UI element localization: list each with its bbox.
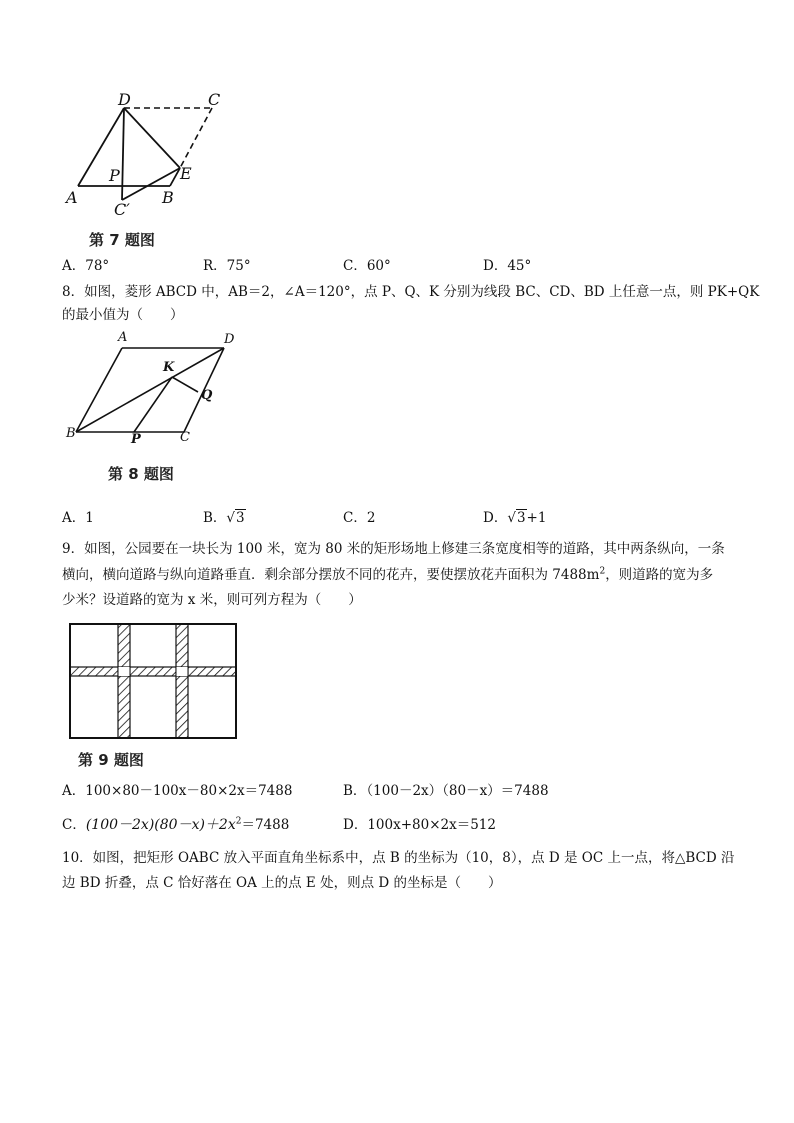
q9-option-c-sup: 2 (235, 816, 242, 827)
q7-option-c: C．60° (343, 258, 391, 274)
q9-text-line2-b: ，则道路的宽为多 (605, 567, 714, 583)
q9-text-line1: 9．如图，公园要在一块长为 100 米，宽为 80 米的矩形场地上修建三条宽度相等的道路，其中两条纵向，一条 (62, 541, 725, 557)
q7-label-b: B (162, 188, 174, 207)
q7-label-a: A (66, 188, 78, 207)
q9-option-c-prefix: C． (62, 817, 86, 833)
q9-option-b: B．（100－2x）（80－x）＝7488 (343, 783, 549, 799)
q10-text-line1: 10．如图，把矩形 OABC 放入平面直角坐标系中，点 B 的坐标为（10，8），点 D 是 OC 上一点，将△BCD 沿 (62, 850, 735, 866)
q9-option-c (62, 815, 289, 835)
q8-option-d-radicand: 3 (516, 510, 526, 526)
q8-option-d-suffix: +1 (526, 510, 547, 526)
q8-label-k: K (163, 360, 175, 375)
q7-option-b: R．75° (203, 258, 251, 274)
q8-label-p: P (131, 432, 141, 447)
q7-label-e: E (180, 164, 192, 183)
q10-text-line2: 边 BD 折叠，点 C 恰好落在 OA 上的点 E 处，则点 D 的坐标是（ ） (62, 875, 502, 891)
q8-option-b (203, 508, 246, 528)
q8-label-d: D (224, 332, 235, 347)
q9-caption: 第 9 题图 (78, 751, 144, 769)
sqrt-sign-icon: √ (226, 510, 236, 526)
q7-label-p: P (109, 166, 120, 185)
q7-label-d: D (118, 90, 131, 109)
q7-label-c: C (208, 90, 221, 109)
q8-option-d (483, 508, 546, 528)
sqrt-sign-icon: √ (507, 510, 516, 526)
q9-option-c-tail: ＝7488 (241, 817, 290, 833)
q9-option-a: A．100×80－100x－80×2x＝7488 (62, 783, 293, 799)
q7-label-c-prime: C′ (114, 200, 130, 219)
q8-option-d-prefix: D． (483, 510, 508, 526)
q9-figure (66, 620, 241, 742)
q8-option-a: A．1 (62, 510, 94, 526)
q7-figure (62, 90, 242, 220)
q7-caption: 第 7 题图 (89, 231, 155, 249)
q8-option-b-prefix: B． (203, 510, 227, 526)
q8-figure (62, 330, 242, 455)
q8-label-c: C (180, 430, 190, 445)
q9-text-line2 (62, 565, 713, 585)
q9-text-line2-sup: 2 (599, 566, 606, 577)
q8-option-b-radicand: 3 (236, 510, 245, 526)
q7-option-d: D．45° (483, 258, 532, 274)
q8-label-q: Q (201, 388, 213, 403)
q9-option-c-equation: (100－2x)(80－x)＋2x (85, 817, 236, 833)
q9-option-d: D．100x+80×2x＝512 (343, 817, 496, 833)
q8-text-line1: 8．如图，菱形 ABCD 中，AB＝2，∠A＝120°，点 P、Q、K 分别为线段 BC、CD、BD 上任意一点，则 PK+QK (62, 284, 760, 300)
q9-text-line3: 少米？设道路的宽为 x 米，则可列方程为（ ） (62, 592, 362, 608)
q7-option-a: A．78° (62, 258, 110, 274)
q8-text-line2: 的最小值为（ ） (62, 307, 184, 323)
q9-text-line2-a: 横向，横向道路与纵向道路垂直．剩余部分摆放不同的花卉，要使摆放花卉面积为 7488m (62, 567, 600, 583)
q8-option-c: C．2 (343, 510, 376, 526)
q8-label-a: A (118, 330, 128, 345)
q8-caption: 第 8 题图 (108, 465, 174, 483)
q8-label-b: B (66, 426, 76, 441)
